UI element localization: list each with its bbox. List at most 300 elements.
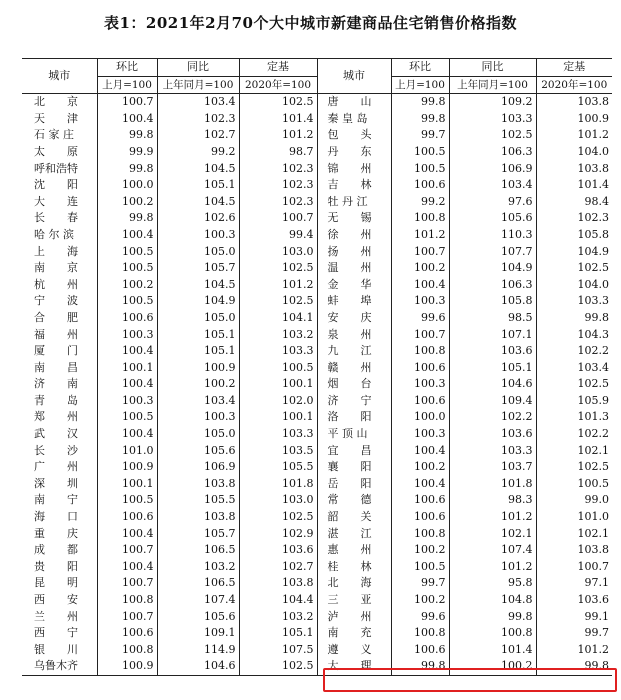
city-cell: 济 南 (34, 377, 78, 391)
mom-cell-2: 100.8 (391, 526, 449, 543)
yoy-cell-2: 101.2 (449, 509, 536, 526)
mom-cell-2: 100.2 (391, 592, 449, 609)
yoy-cell: 102.3 (157, 111, 239, 128)
city-cell-2: 惠 州 (317, 542, 391, 559)
yoy-cell: 105.6 (157, 443, 239, 460)
fixed-cell-2: 105.8 (536, 227, 612, 244)
city-cell-2: 泸 州 (317, 609, 391, 626)
table-row (22, 459, 612, 476)
city-cell-2: 吉 林 (317, 177, 391, 194)
mom-cell-2: 101.2 (391, 227, 449, 244)
fixed-cell-2: 102.5 (536, 459, 612, 476)
fixed-cell: 102.5 (239, 509, 317, 526)
table-row (22, 509, 612, 526)
mom-cell: 100.5 (97, 244, 157, 261)
table-row (22, 343, 612, 360)
fixed-cell: 103.5 (239, 443, 317, 460)
fixed-cell: 101.2 (239, 127, 317, 144)
yoy-cell: 109.1 (157, 625, 239, 642)
header-mom-base: 上月=100 (97, 76, 157, 94)
city-cell-2: 九 江 (317, 343, 391, 360)
city-cell: 深 圳 (34, 476, 78, 490)
yoy-cell: 105.0 (157, 244, 239, 261)
yoy-cell: 106.5 (157, 575, 239, 592)
yoy-cell: 103.4 (157, 393, 239, 410)
fixed-cell: 104.4 (239, 592, 317, 609)
city-cell: 重 庆 (34, 526, 78, 540)
city-cell-2: 洛 阳 (317, 409, 391, 426)
yoy-cell-2: 104.8 (449, 592, 536, 609)
yoy-cell: 104.6 (157, 658, 239, 675)
city-cell-2: 安 庆 (317, 310, 391, 327)
city-cell-2: 襄 阳 (317, 459, 391, 476)
yoy-cell: 105.5 (157, 492, 239, 509)
city-cell-2: 温 州 (317, 260, 391, 277)
mom-cell-2: 100.2 (391, 459, 449, 476)
yoy-cell: 100.3 (157, 409, 239, 426)
table-row (22, 426, 612, 443)
mom-cell-2: 100.0 (391, 409, 449, 426)
city-cell: 北 京 (34, 95, 78, 109)
fixed-cell-2: 104.9 (536, 244, 612, 261)
fixed-cell: 100.5 (239, 360, 317, 377)
city-cell-2: 秦 皇 岛 (317, 111, 391, 128)
fixed-cell: 102.5 (239, 658, 317, 675)
yoy-cell-2: 97.6 (449, 194, 536, 211)
fixed-cell-2: 103.8 (536, 161, 612, 178)
mom-cell-2: 100.2 (391, 260, 449, 277)
city-cell: 大 连 (34, 194, 78, 208)
fixed-cell-2: 101.0 (536, 509, 612, 526)
fixed-cell: 99.4 (239, 227, 317, 244)
mom-cell-2: 100.4 (391, 476, 449, 493)
city-cell-2: 唐 山 (317, 94, 391, 111)
fixed-cell: 103.3 (239, 343, 317, 360)
mom-cell-2: 100.5 (391, 559, 449, 576)
city-cell: 昆 明 (34, 576, 78, 590)
mom-cell: 100.2 (97, 194, 157, 211)
fixed-cell-2: 102.2 (536, 426, 612, 443)
yoy-cell-2: 105.1 (449, 360, 536, 377)
fixed-cell: 105.5 (239, 459, 317, 476)
mom-cell-2: 99.7 (391, 575, 449, 592)
yoy-cell: 103.8 (157, 476, 239, 493)
header-fixed-base: 2020年=100 (239, 76, 317, 94)
fixed-cell: 103.8 (239, 575, 317, 592)
mom-cell-2: 100.6 (391, 177, 449, 194)
yoy-cell-2: 103.4 (449, 177, 536, 194)
city-cell: 合 肥 (34, 310, 78, 324)
city-cell-2: 桂 林 (317, 559, 391, 576)
mom-cell: 100.4 (97, 426, 157, 443)
city-cell: 长 沙 (34, 443, 78, 457)
mom-cell-2: 100.3 (391, 293, 449, 310)
fixed-cell: 102.5 (239, 94, 317, 111)
fixed-cell-2: 103.4 (536, 360, 612, 377)
table-row (22, 476, 612, 493)
fixed-cell-2: 99.1 (536, 609, 612, 626)
city-cell-2: 丹 东 (317, 144, 391, 161)
mom-cell: 100.5 (97, 260, 157, 277)
yoy-cell: 104.5 (157, 277, 239, 294)
yoy-cell-2: 110.3 (449, 227, 536, 244)
mom-cell-2: 100.6 (391, 393, 449, 410)
city-cell-2: 牡 丹 江 (317, 194, 391, 211)
fixed-cell: 101.8 (239, 476, 317, 493)
yoy-cell-2: 101.4 (449, 642, 536, 659)
fixed-cell-2: 104.3 (536, 327, 612, 344)
fixed-cell-2: 100.7 (536, 559, 612, 576)
table-row (22, 559, 612, 576)
fixed-cell: 101.4 (239, 111, 317, 128)
table-row (22, 293, 612, 310)
city-cell-2: 平 顶 山 (317, 426, 391, 443)
table-body (22, 94, 612, 676)
city-cell: 南 京 (34, 261, 78, 275)
header-mom: 环比 (97, 59, 157, 77)
mom-cell-2: 100.7 (391, 244, 449, 261)
yoy-cell: 105.1 (157, 327, 239, 344)
city-cell-2: 扬 州 (317, 244, 391, 261)
city-cell-2: 北 海 (317, 575, 391, 592)
fixed-cell-2: 97.1 (536, 575, 612, 592)
fixed-cell: 102.5 (239, 260, 317, 277)
mom-cell-2: 100.3 (391, 376, 449, 393)
fixed-cell: 102.9 (239, 526, 317, 543)
mom-cell: 100.5 (97, 293, 157, 310)
yoy-cell-2: 102.2 (449, 409, 536, 426)
yoy-cell: 102.7 (157, 127, 239, 144)
table-row (22, 277, 612, 294)
yoy-cell: 102.6 (157, 210, 239, 227)
city-cell-2: 赣 州 (317, 360, 391, 377)
city-cell: 成 都 (34, 543, 78, 557)
yoy-cell-2: 106.3 (449, 277, 536, 294)
fixed-cell: 103.2 (239, 609, 317, 626)
fixed-cell: 103.0 (239, 492, 317, 509)
fixed-cell: 103.6 (239, 542, 317, 559)
mom-cell: 100.3 (97, 327, 157, 344)
header-yoy: 同比 (157, 59, 239, 77)
table-row (22, 194, 612, 211)
fixed-cell-2: 103.6 (536, 592, 612, 609)
mom-cell-2: 100.6 (391, 509, 449, 526)
yoy-cell: 105.7 (157, 526, 239, 543)
header-yoy-2: 同比 (449, 59, 536, 77)
fixed-cell-2: 99.0 (536, 492, 612, 509)
city-cell-2: 韶 关 (317, 509, 391, 526)
fixed-cell: 103.3 (239, 426, 317, 443)
city-cell: 武 汉 (34, 427, 78, 441)
fixed-cell: 102.3 (239, 194, 317, 211)
fixed-cell-2: 99.7 (536, 625, 612, 642)
yoy-cell-2: 100.2 (449, 658, 536, 675)
mom-cell: 100.4 (97, 111, 157, 128)
yoy-cell-2: 102.5 (449, 127, 536, 144)
fixed-cell-2: 104.0 (536, 144, 612, 161)
fixed-cell-2: 101.4 (536, 177, 612, 194)
mom-cell-2: 99.8 (391, 111, 449, 128)
yoy-cell-2: 106.9 (449, 161, 536, 178)
fixed-cell-2: 99.8 (536, 310, 612, 327)
city-cell-2: 徐 州 (317, 227, 391, 244)
table-row (22, 94, 612, 111)
city-cell: 石 家 庄 (34, 128, 74, 142)
table-row (22, 161, 612, 178)
mom-cell-2: 99.6 (391, 609, 449, 626)
city-cell: 宁 波 (34, 294, 78, 308)
mom-cell: 100.2 (97, 277, 157, 294)
mom-cell: 100.4 (97, 559, 157, 576)
fixed-cell: 98.7 (239, 144, 317, 161)
fixed-cell: 100.1 (239, 376, 317, 393)
mom-cell-2: 100.3 (391, 426, 449, 443)
mom-cell-2: 100.8 (391, 625, 449, 642)
mom-cell: 100.4 (97, 526, 157, 543)
mom-cell-2: 99.6 (391, 310, 449, 327)
yoy-cell-2: 95.8 (449, 575, 536, 592)
table-row (22, 244, 612, 261)
yoy-cell: 105.1 (157, 343, 239, 360)
table-row (22, 177, 612, 194)
city-cell-2: 泉 州 (317, 327, 391, 344)
mom-cell: 100.6 (97, 310, 157, 327)
header-fixed-2: 定基 (536, 59, 612, 77)
city-cell-2: 三 亚 (317, 592, 391, 609)
yoy-cell-2: 103.7 (449, 459, 536, 476)
yoy-cell-2: 103.6 (449, 426, 536, 443)
fixed-cell: 107.5 (239, 642, 317, 659)
mom-cell: 100.4 (97, 227, 157, 244)
fixed-cell-2: 99.8 (536, 658, 612, 675)
mom-cell-2: 100.6 (391, 360, 449, 377)
table-row (22, 127, 612, 144)
yoy-cell-2: 98.3 (449, 492, 536, 509)
city-cell-2: 常 德 (317, 492, 391, 509)
table-row (22, 625, 612, 642)
mom-cell-2: 100.4 (391, 277, 449, 294)
mom-cell: 99.8 (97, 127, 157, 144)
header-mom-base-2: 上月=100 (391, 76, 449, 94)
table-row (22, 210, 612, 227)
city-cell: 厦 门 (34, 344, 78, 358)
table-row (22, 443, 612, 460)
fixed-cell: 102.3 (239, 177, 317, 194)
fixed-cell-2: 102.3 (536, 210, 612, 227)
yoy-cell: 105.0 (157, 310, 239, 327)
city-cell: 沈 阳 (34, 178, 78, 192)
city-cell-2: 湛 江 (317, 526, 391, 543)
mom-cell-2: 100.5 (391, 161, 449, 178)
yoy-cell-2: 100.8 (449, 625, 536, 642)
price-index-table (22, 58, 612, 676)
city-cell: 西 宁 (34, 626, 78, 640)
city-cell: 贵 阳 (34, 559, 78, 573)
fixed-cell: 102.3 (239, 161, 317, 178)
table-row (22, 260, 612, 277)
yoy-cell: 104.9 (157, 293, 239, 310)
fixed-cell-2: 100.9 (536, 111, 612, 128)
table-row (22, 658, 612, 675)
yoy-cell-2: 103.6 (449, 343, 536, 360)
fixed-cell-2: 103.8 (536, 542, 612, 559)
mom-cell: 100.7 (97, 609, 157, 626)
city-cell: 青 岛 (34, 393, 78, 407)
city-cell: 海 口 (34, 510, 78, 524)
table-row (22, 609, 612, 626)
header-fixed: 定基 (239, 59, 317, 77)
city-cell-2: 济 宁 (317, 393, 391, 410)
city-cell-2: 锦 州 (317, 161, 391, 178)
header-mom-2: 环比 (391, 59, 449, 77)
yoy-cell-2: 103.3 (449, 111, 536, 128)
city-cell-2: 大 理 (317, 658, 391, 675)
fixed-cell: 104.1 (239, 310, 317, 327)
table-row (22, 592, 612, 609)
mom-cell: 99.8 (97, 210, 157, 227)
city-cell-2: 南 充 (317, 625, 391, 642)
table-row (22, 542, 612, 559)
city-cell: 郑 州 (34, 410, 78, 424)
city-cell: 南 昌 (34, 360, 78, 374)
fixed-cell-2: 103.3 (536, 293, 612, 310)
mom-cell-2: 100.5 (391, 144, 449, 161)
mom-cell: 100.4 (97, 343, 157, 360)
fixed-cell-2: 102.1 (536, 526, 612, 543)
fixed-cell-2: 104.0 (536, 277, 612, 294)
mom-cell: 99.9 (97, 144, 157, 161)
header-row-1 (22, 59, 612, 77)
header-city: 城市 (22, 59, 97, 94)
yoy-cell: 105.7 (157, 260, 239, 277)
fixed-cell: 105.1 (239, 625, 317, 642)
city-cell: 呼和浩特 (34, 161, 78, 175)
city-cell-2: 无 锡 (317, 210, 391, 227)
yoy-cell-2: 105.6 (449, 210, 536, 227)
mom-cell: 100.5 (97, 409, 157, 426)
table-row (22, 111, 612, 128)
fixed-cell-2: 102.5 (536, 260, 612, 277)
fixed-cell-2: 102.5 (536, 376, 612, 393)
fixed-cell-2: 105.9 (536, 393, 612, 410)
city-cell: 长 春 (34, 211, 78, 225)
yoy-cell-2: 101.8 (449, 476, 536, 493)
yoy-cell-2: 104.6 (449, 376, 536, 393)
mom-cell-2: 100.7 (391, 327, 449, 344)
table-title: 表1：2021年2月70个大中城市新建商品住宅销售价格指数 (104, 14, 517, 32)
mom-cell: 100.5 (97, 492, 157, 509)
fixed-cell-2: 101.2 (536, 642, 612, 659)
fixed-cell: 101.2 (239, 277, 317, 294)
mom-cell: 100.9 (97, 658, 157, 675)
yoy-cell: 103.4 (157, 94, 239, 111)
yoy-cell: 99.2 (157, 144, 239, 161)
table-row (22, 360, 612, 377)
yoy-cell: 104.5 (157, 194, 239, 211)
mom-cell: 101.0 (97, 443, 157, 460)
fixed-cell: 103.0 (239, 244, 317, 261)
city-cell-2: 宜 昌 (317, 443, 391, 460)
fixed-cell: 100.7 (239, 210, 317, 227)
mom-cell-2: 100.6 (391, 642, 449, 659)
yoy-cell: 106.5 (157, 542, 239, 559)
fixed-cell-2: 102.2 (536, 343, 612, 360)
yoy-cell: 105.1 (157, 177, 239, 194)
yoy-cell: 104.5 (157, 161, 239, 178)
mom-cell: 100.4 (97, 376, 157, 393)
fixed-cell-2: 101.3 (536, 409, 612, 426)
header-yoy-base-2: 上年同月=100 (449, 76, 536, 94)
mom-cell-2: 99.7 (391, 127, 449, 144)
city-cell-2: 包 头 (317, 127, 391, 144)
yoy-cell: 105.0 (157, 426, 239, 443)
city-cell: 哈 尔 滨 (34, 227, 74, 241)
mom-cell-2: 100.8 (391, 343, 449, 360)
yoy-cell: 105.6 (157, 609, 239, 626)
yoy-cell-2: 101.2 (449, 559, 536, 576)
city-cell-2: 蚌 埠 (317, 293, 391, 310)
city-cell: 银 川 (34, 642, 78, 656)
table-row (22, 575, 612, 592)
mom-cell: 100.1 (97, 360, 157, 377)
yoy-cell: 103.2 (157, 559, 239, 576)
table-row (22, 642, 612, 659)
fixed-cell-2: 101.2 (536, 127, 612, 144)
mom-cell-2: 100.8 (391, 210, 449, 227)
yoy-cell-2: 107.4 (449, 542, 536, 559)
yoy-cell: 106.9 (157, 459, 239, 476)
table-row (22, 227, 612, 244)
city-cell-2: 烟 台 (317, 376, 391, 393)
table-row (22, 526, 612, 543)
fixed-cell: 100.1 (239, 409, 317, 426)
city-cell-2: 金 华 (317, 277, 391, 294)
mom-cell-2: 100.4 (391, 443, 449, 460)
yoy-cell-2: 98.5 (449, 310, 536, 327)
fixed-cell: 102.5 (239, 293, 317, 310)
fixed-cell-2: 98.4 (536, 194, 612, 211)
yoy-cell-2: 103.3 (449, 443, 536, 460)
mom-cell-2: 100.2 (391, 542, 449, 559)
yoy-cell: 100.9 (157, 360, 239, 377)
yoy-cell: 107.4 (157, 592, 239, 609)
header-fixed-base-2: 2020年=100 (536, 76, 612, 94)
city-cell: 兰 州 (34, 609, 78, 623)
yoy-cell-2: 99.8 (449, 609, 536, 626)
yoy-cell-2: 107.1 (449, 327, 536, 344)
mom-cell-2: 99.8 (391, 658, 449, 675)
city-cell: 福 州 (34, 327, 78, 341)
yoy-cell-2: 104.9 (449, 260, 536, 277)
city-cell: 乌鲁木齐 (22, 658, 97, 675)
table-row (22, 409, 612, 426)
fixed-cell-2: 100.5 (536, 476, 612, 493)
mom-cell: 100.6 (97, 625, 157, 642)
mom-cell-2: 99.2 (391, 194, 449, 211)
mom-cell: 100.9 (97, 459, 157, 476)
mom-cell: 100.6 (97, 509, 157, 526)
mom-cell: 100.8 (97, 642, 157, 659)
city-cell: 太 原 (34, 144, 78, 158)
city-cell: 上 海 (34, 244, 78, 258)
mom-cell-2: 99.8 (391, 94, 449, 111)
fixed-cell: 103.2 (239, 327, 317, 344)
yoy-cell: 103.8 (157, 509, 239, 526)
mom-cell: 100.7 (97, 542, 157, 559)
yoy-cell-2: 109.2 (449, 94, 536, 111)
city-cell: 广 州 (34, 460, 78, 474)
fixed-cell: 102.0 (239, 393, 317, 410)
